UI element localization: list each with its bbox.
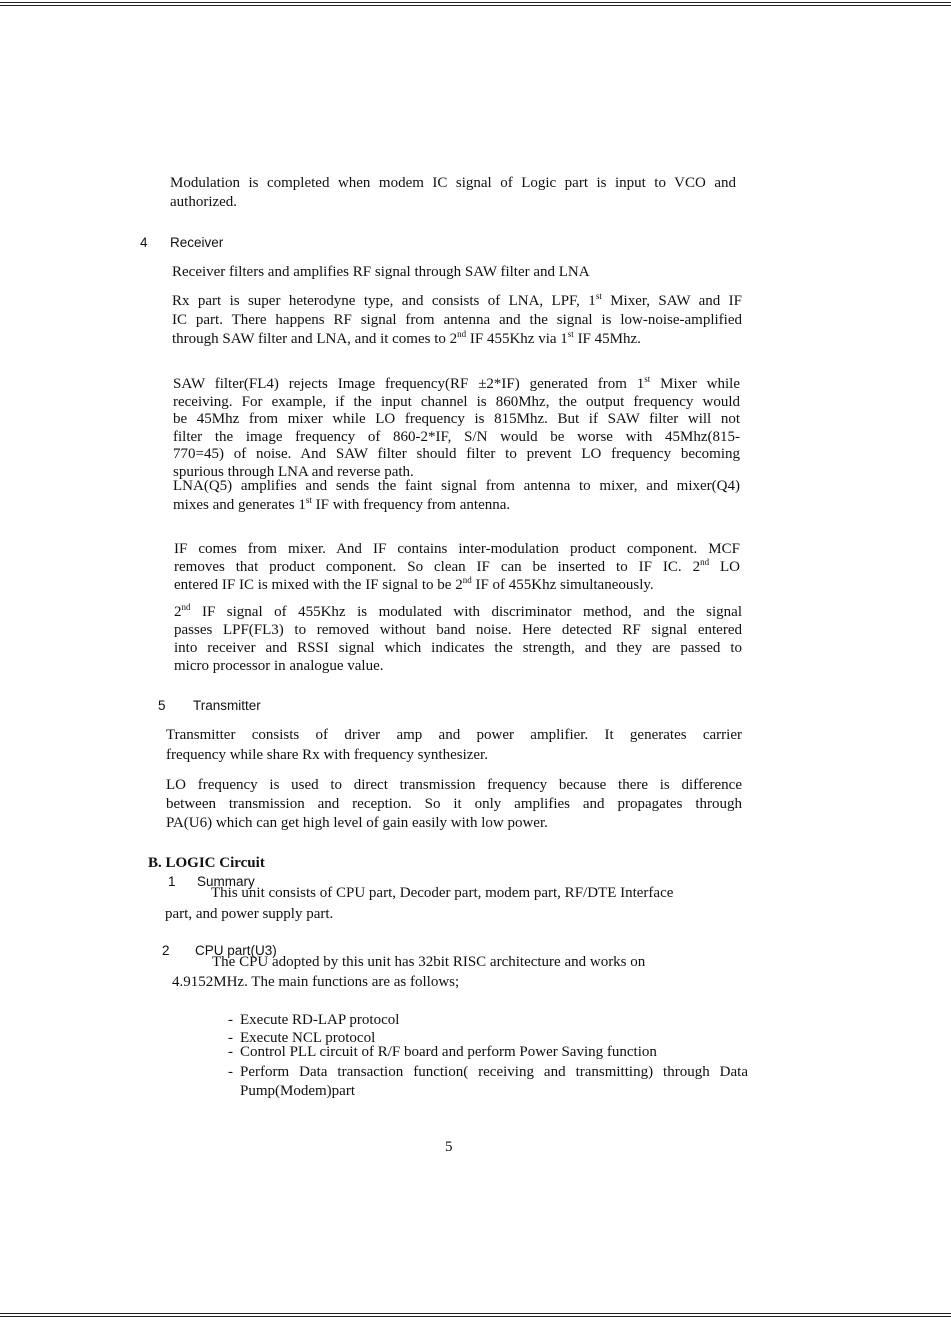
text-line: Control PLL circuit of R/F board and perform Power Saving function bbox=[240, 1044, 657, 1060]
top-border bbox=[0, 2, 951, 3]
text-line: Transmitter consists of driver amp and power amplifier. It generates carrier bbox=[166, 727, 742, 743]
heading-transmitter-number: 5 bbox=[158, 698, 166, 713]
text-line: Pump(Modem)part bbox=[240, 1083, 355, 1099]
top-border-inner bbox=[0, 5, 951, 6]
text-line: part, and power supply part. bbox=[165, 906, 334, 922]
heading-receiver-number: 4 bbox=[140, 235, 148, 250]
text-line: This unit consists of CPU part, Decoder part, modem part, RF/DTE Interface bbox=[211, 885, 674, 901]
text-line: IF comes from mixer. And IF contains inter-modulation product component. MCF bbox=[174, 541, 740, 557]
text-line: receiving. For example, if the input channel is 860Mhz, the output frequency would bbox=[173, 393, 740, 410]
text-line: entered IF IC is mixed with the IF signal to be 2nd IF of 455Khz simultaneously. bbox=[174, 575, 654, 593]
text-line: through SAW filter and LNA, and it comes to 2nd IF 455Khz via 1st IF 45Mhz. bbox=[172, 329, 641, 347]
text-line: The CPU adopted by this unit has 32bit RISC architecture and works on bbox=[212, 954, 646, 970]
text-line: removes that product component. So clean IF can be inserted to IF IC. 2nd LO bbox=[174, 557, 740, 575]
bottom-border-inner bbox=[0, 1316, 951, 1317]
heading-receiver: Receiver bbox=[170, 235, 224, 250]
text-line: 4.9152MHz. The main functions are as follows; bbox=[172, 974, 460, 990]
heading-transmitter: Transmitter bbox=[193, 698, 261, 713]
text-line: passes LPF(FL3) to removed without band noise. Here detected RF signal entered bbox=[174, 622, 742, 638]
text-line: 2nd IF signal of 455Khz is modulated with discriminator method, and the signal bbox=[174, 602, 742, 620]
text-line: authorized. bbox=[170, 194, 238, 210]
heading-cpu: CPU part(U3) bbox=[195, 943, 277, 958]
text-line: IC part. There happens RF signal from antenna and the signal is low-noise-amplified bbox=[172, 312, 742, 328]
text-line: SAW filter(FL4) rejects Image frequency(RF ±2*IF) generated from 1st Mixer while bbox=[173, 374, 741, 392]
text-line: Rx part is super heterodyne type, and consists of LNA, LPF, 1st Mixer, SAW and IF bbox=[172, 291, 742, 309]
bullet-dash: - bbox=[228, 1012, 233, 1028]
text-line: 770=45) of noise. And SAW filter should filter to prevent LO frequency becoming bbox=[173, 446, 740, 462]
text-line: filter the image frequency of 860-2*IF, S/N would be worse with 45Mhz(815- bbox=[173, 428, 740, 445]
bottom-border bbox=[0, 1313, 951, 1314]
text-line: between transmission and reception. So it only amplifies and propagates through bbox=[166, 796, 742, 812]
heading-summary: Summary bbox=[197, 874, 255, 889]
heading-cpu-number: 2 bbox=[162, 943, 170, 958]
text-line: into receiver and RSSI signal which indicates the strength, and they are passed to bbox=[174, 640, 742, 656]
text-line: Receiver filters and amplifies RF signal through SAW filter and LNA bbox=[172, 264, 590, 280]
bullet-dash: - bbox=[228, 1064, 233, 1080]
heading-logic-circuit: B. LOGIC Circuit bbox=[148, 855, 265, 871]
text-line: Execute RD-LAP protocol bbox=[240, 1012, 400, 1028]
text-line: frequency while share Rx with frequency synthesizer. bbox=[166, 747, 488, 763]
text-line: be 45Mhz from mixer while LO frequency is 815Mhz. But if SAW filter will not bbox=[173, 411, 740, 427]
text-line: PA(U6) which can get high level of gain easily with low power. bbox=[166, 815, 548, 831]
heading-summary-number: 1 bbox=[168, 874, 176, 889]
text-line: LO frequency is used to direct transmission frequency because there is difference bbox=[166, 777, 742, 793]
bullet-dash: - bbox=[228, 1044, 233, 1060]
text-line: LNA(Q5) amplifies and sends the faint signal from antenna to mixer, and mixer(Q4) bbox=[173, 478, 740, 494]
text-line: Modulation is completed when modem IC signal of Logic part is input to VCO and bbox=[170, 175, 736, 191]
text-line: mixes and generates 1st IF with frequency from antenna. bbox=[173, 495, 511, 513]
text-line: spurious through LNA and reverse path. bbox=[173, 463, 414, 480]
text-line: micro processor in analogue value. bbox=[174, 658, 384, 674]
bullet-dash: - bbox=[228, 1030, 233, 1046]
page-number: 5 bbox=[445, 1139, 453, 1155]
text-line: Perform Data transaction function( receiving and transmitting) through Data bbox=[240, 1064, 748, 1080]
text-line: Execute NCL protocol bbox=[240, 1030, 376, 1046]
